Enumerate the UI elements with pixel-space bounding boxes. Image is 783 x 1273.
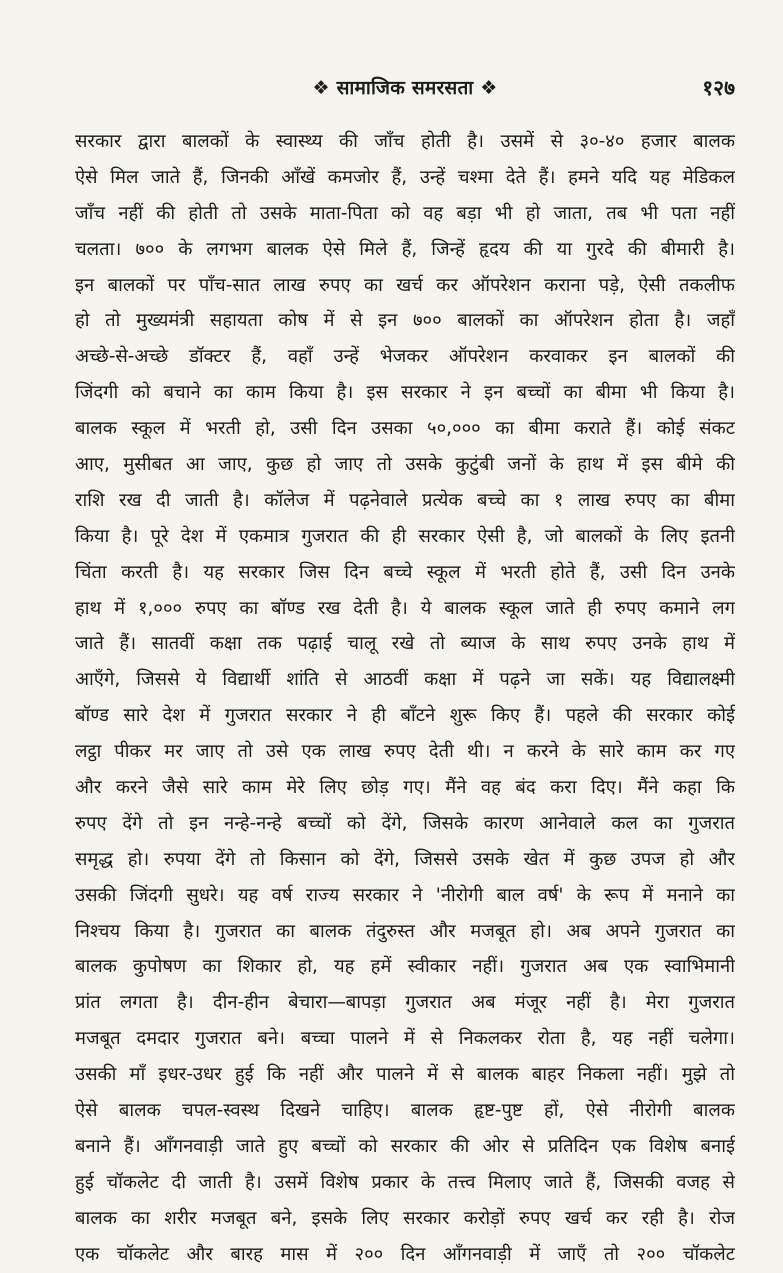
text-line: बालक का शरीर मजबूत बने, इसके लिए सरकार करोड़ों रुपए खर्च कर रही है। रोज bbox=[75, 1207, 735, 1229]
text-line: सरकार द्वारा बालकों के स्वास्थ्य की जाँच होती है। उसमें से ३०-४० हजार बालक bbox=[75, 131, 735, 152]
text-line: उसकी जिंदगी सुधरे। यह वर्ष राज्य सरकार ने 'नीरोगी बाल वर्ष' के रूप में मनाने का bbox=[75, 884, 735, 906]
text-line: ऐसे मिल जाते हैं, जिनकी आँखें कमजोर हैं, उन्हें चश्मा देते हैं। हमने यदि यह मेडिकल bbox=[75, 166, 735, 188]
text-line: आएँगे, जिससे ये विद्यार्थी शांति से आठवीं कक्षा में पढ़ने जा सकें। यह विद्यालक्ष्मी bbox=[75, 669, 735, 691]
text-line: प्रांत लगता है। दीन-हीन बेचारा—बापड़ा गुजरात अब मंजूर नहीं है। मेरा गुजरात bbox=[75, 992, 735, 1014]
body-text bbox=[75, 124, 735, 1273]
text-line: रुपए देंगे तो इन नन्हे-नन्हे बच्चों को देंगे, जिसके कारण आनेवाले कल का गुजरात bbox=[75, 812, 735, 834]
text-line: जिंदगी को बचाने का काम किया है। इस सरकार ने इन बच्चों का बीमा भी किया है। bbox=[75, 382, 735, 404]
text-line: जाते हैं। सातवीं कक्षा तक पढ़ाई चालू रखे तो ब्याज के साथ रुपए उनके हाथ में bbox=[75, 633, 735, 655]
text-line: हाथ में १,००० रुपए का बॉण्ड रख देती है। ये बालक स्कूल जाते ही रुपए कमाने लग bbox=[75, 597, 735, 619]
page-header bbox=[75, 74, 735, 108]
text-line: निश्चय किया है। गुजरात का बालक तंदुरुस्त और मजबूत हो। अब अपने गुजरात का bbox=[75, 920, 735, 942]
text-line: हो तो मुख्यमंत्री सहायता कोष में से इन ७०० बालकों का ऑपरेशन होता है। जहाँ bbox=[75, 310, 735, 332]
running-title: ❖ सामाजिक समरसता ❖ bbox=[312, 77, 498, 99]
text-line: बालक कुपोषण का शिकार हो, यह हमें स्वीकार नहीं। गुजरात अब एक स्वाभिमानी bbox=[75, 956, 735, 978]
text-line: राशि रख दी जाती है। कॉलेज में पढ़नेवाले प्रत्येक बच्चे का १ लाख रुपए का बीमा bbox=[75, 489, 735, 511]
text-line: एक चॉकलेट और बारह मास में २०० दिन आँगनवाड़ी में जाएँ तो २०० चॉकलेट bbox=[75, 1243, 735, 1265]
text-line: चलता। ७०० के लगभग बालक ऐसे मिले हैं, जिन्हें हृदय की या गुरदे की बीमारी है। bbox=[75, 238, 735, 260]
text-line: ऐसे बालक चपल-स्वस्थ दिखने चाहिए। बालक हृष्ट-पुष्ट हों, ऐसे नीरोगी बालक bbox=[75, 1100, 735, 1122]
text-line: आए, मुसीबत आ जाए, कुछ हो जाए तो उसके कुटुंबी जनों के हाथ में इस बीमे की bbox=[75, 454, 735, 476]
text-line: इन बालकों पर पाँच-सात लाख रुपए का खर्च कर ऑपरेशन कराना पड़े, ऐसी तकलीफ bbox=[75, 274, 735, 296]
text-line: बॉण्ड सारे देश में गुजरात सरकार ने ही बाँटने शुरू किए हैं। पहले की सरकार कोई bbox=[75, 705, 735, 727]
text-line: किया है। पूरे देश में एकमात्र गुजरात की ही सरकार ऐसी है, जो बालकों के लिए इतनी bbox=[75, 525, 735, 547]
text-line: और करने जैसे सारे काम मेरे लिए छोड़ गए। मैंने वह बंद करा दिए। मैंने कहा कि bbox=[75, 777, 735, 799]
text-line: बनाने हैं। आँगनवाड़ी जाते हुए बच्चों को सरकार की ओर से प्रतिदिन एक विशेष बनाई bbox=[75, 1135, 735, 1157]
text-line: मजबूत दमदार गुजरात बने। बच्चा पालने में से निकलकर रोता है, यह नहीं चलेगा। bbox=[75, 1028, 735, 1050]
text-line: लट्ठा पीकर मर जाए तो उसे एक लाख रुपए देती थी। न करने के सारे काम कर गए bbox=[75, 741, 735, 763]
text-line: हुई चॉकलेट दी जाती है। उसमें विशेष प्रकार के तत्त्व मिलाए जाते हैं, जिसकी वजह से bbox=[75, 1171, 735, 1193]
text-line: जाँच नहीं की होती तो उसके माता-पिता को वह बड़ा भी हो जाता, तब भी पता नहीं bbox=[75, 202, 735, 224]
text-line: चिंता करती है। यह सरकार जिस दिन बच्चे स्कूल में भरती होते हैं, उसी दिन उनके bbox=[75, 561, 735, 583]
text-line: समृद्ध हो। रुपया देंगे तो किसान को देंगे, जिससे उसके खेत में कुछ उपज हो और bbox=[75, 848, 735, 870]
text-line: उसकी माँ इधर-उधर हुई कि नहीं और पालने में से बालक बाहर निकला नहीं। मुझे तो bbox=[75, 1064, 735, 1086]
text-line: बालक स्कूल में भरती हो, उसी दिन उसका ५०,००० का बीमा कराते हैं। कोई संकट bbox=[75, 418, 735, 440]
page-number: १२७ bbox=[702, 76, 735, 100]
text-line: अच्छे-से-अच्छे डॉक्टर हैं, वहाँ उन्हें भेजकर ऑपरेशन करवाकर इन बालकों की bbox=[75, 346, 735, 368]
